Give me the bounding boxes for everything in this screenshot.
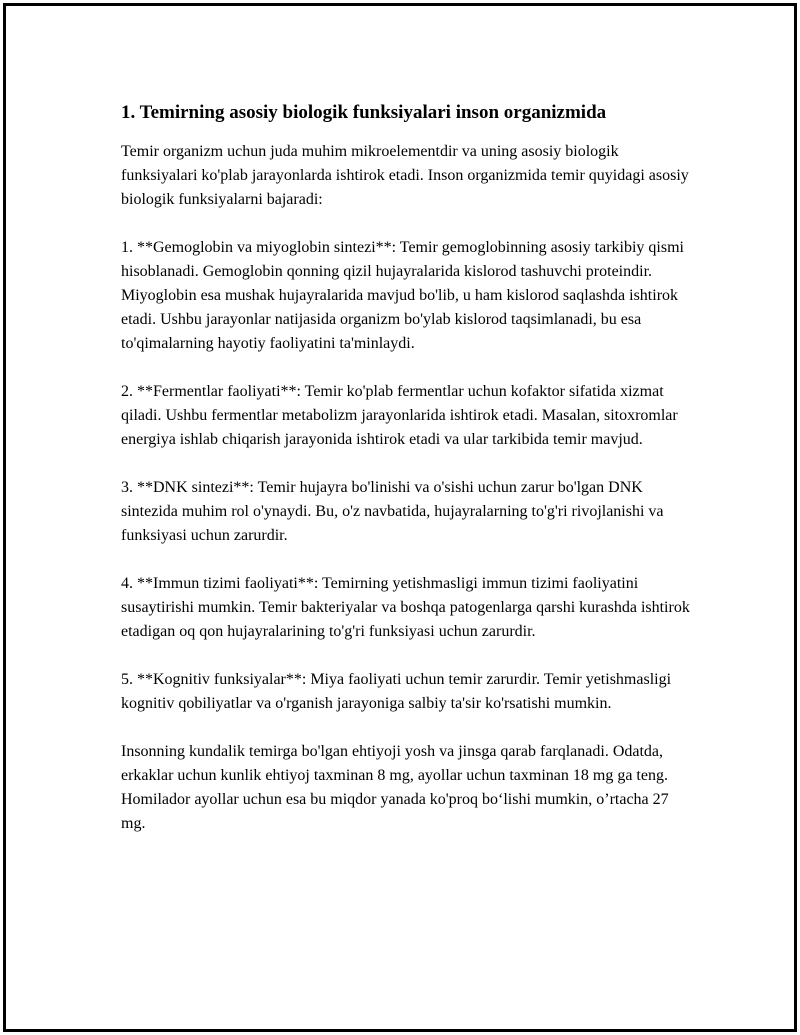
list-item-gemoglobin: 1. **Gemoglobin va miyoglobin sintezi**: Temir gemoglobinning asosiy tarkibiy qismi hisoblanadi. Gemoglobin qonning qizil hujayralarida kislorod tashuvchi proteindir. Miyoglobin esa mushak hujayralarida mavjud bo'lib, u ham kislorod saqlashda ishtirok etadi. Ushbu jarayonlar natijasida organizm bo'ylab kislorod taqsimlanadi, bu esa to'qimalarning hayotiy faoliyatini ta'minlaydi. <box>121 239 684 352</box>
list-item-kognitiv: 5. **Kognitiv funksiyalar**: Miya faoliyati uchun temir zarurdir. Temir yetishmasligi kognitiv qobiliyatlar va o'rganish jarayoniga salbiy ta'sir ko'rsatishi mumkin. <box>121 671 672 712</box>
document-body <box>121 100 691 860</box>
closing-paragraph: Insonning kundalik temirga bo'lgan ehtiyoji yosh va jinsga qarab farqlanadi. Odatda, erkaklar uchun kunlik ehtiyoj taxminan 8 mg, ayollar uchun taxminan 18 mg ga teng. Homilador ayollar uchun esa bu miqdor yanada ko'proq bo‘lishi mumkin, o’rtacha 27 mg. <box>121 743 669 832</box>
list-item-dnk: 3. **DNK sintezi**: Temir hujayra bo'linishi va o'sishi uchun zarur bo'lgan DNK sintezida muhim rol o'ynaydi. Bu, o'z navbatida, hujayralarning to'g'ri rivojlanishi va funksiyasi uchun zarurdir. <box>121 479 664 544</box>
list-item-immun: 4. **Immun tizimi faoliyati**: Temirning yetishmasligi immun tizimi faoliyatini susaytirishi mumkin. Temir bakteriyalar va boshqa patogenlarga qarshi kurashda ishtirok etadigan oq qon hujayralarining to'g'ri funksiyasi uchun zarurdir. <box>121 575 690 640</box>
intro-paragraph: Temir organizm uchun juda muhim mikroelementdir va uning asosiy biologik funksiyalari ko'plab jarayonlarda ishtirok etadi. Inson organizmida temir quyidagi asosiy biologik funksiyalarni bajaradi: <box>121 143 689 208</box>
document-title: 1. Temirning asosiy biologik funksiyalari inson organizmida <box>121 102 607 123</box>
list-item-fermentlar: 2. **Fermentlar faoliyati**: Temir ko'plab fermentlar uchun kofaktor sifatida xizmat qiladi. Ushbu fermentlar metabolizm jarayonlarida ishtirok etadi. Masalan, sitoxromlar energiya ishlab chiqarish jarayonida ishtirok etadi va ular tarkibida temir mavjud. <box>121 383 678 448</box>
page-frame <box>3 3 797 1032</box>
